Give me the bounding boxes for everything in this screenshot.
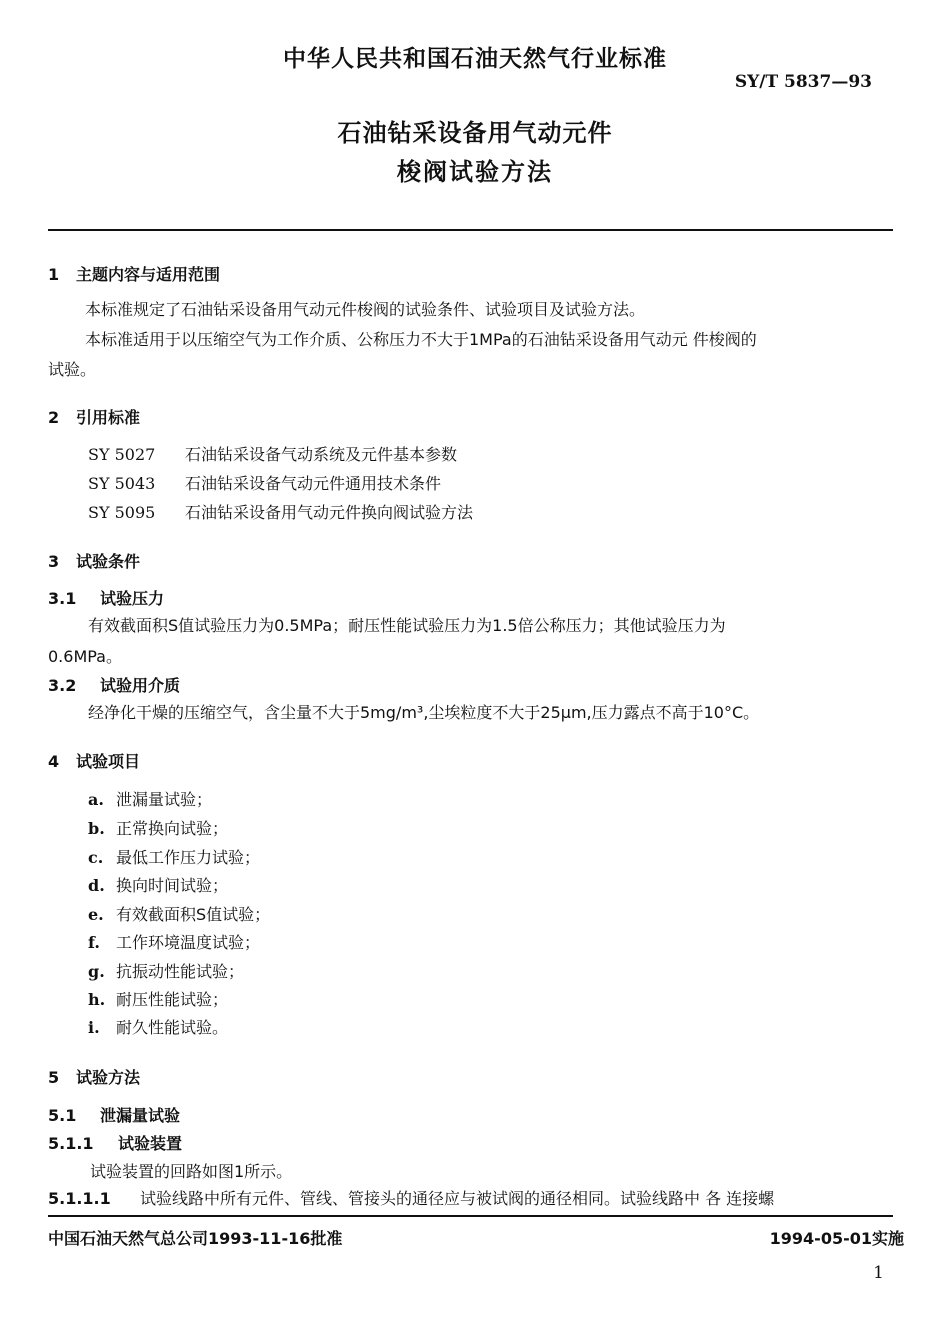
section-1-paragraph-1: 本标准规定了石油钻采设备用气动元件梭阀的试验条件、试验项目及试验方法。 [85, 300, 646, 319]
section-3-1-number: 3.1 [48, 589, 77, 608]
section-2-number: 2 [48, 408, 60, 427]
section-5-1-1-number: 5.1.1 [48, 1134, 94, 1153]
test-item-text: 耐久性能试验。 [116, 1018, 229, 1037]
test-item-text: 有效截面积S值试验； [116, 905, 271, 924]
approval-note: 中国石油天然气总公司1993-11-16批准 [48, 1229, 343, 1248]
section-3-1-heading [48, 586, 164, 609]
section-5-1-heading [48, 1103, 180, 1126]
test-item [88, 902, 270, 925]
section-3-2-title: 试验用介质 [100, 676, 181, 695]
section-3-2-number: 3.2 [48, 676, 77, 695]
test-item-letter: c. [88, 848, 104, 867]
org-title: 中华人民共和国石油天然气行业标准 [283, 46, 667, 72]
section-5-1-title: 泄漏量试验 [100, 1106, 181, 1125]
test-item [88, 845, 260, 868]
section-3-1-text-line-1: 有效截面积S值试验压力为0.5MPa；耐压性能试验压力为1.5倍公称压力；其他试验压力为 [88, 616, 726, 635]
test-item [88, 930, 260, 953]
document-title-line2: 梭阀试验方法 [397, 158, 553, 186]
section-3-1-title: 试验压力 [100, 589, 165, 608]
section-5-1-number: 5.1 [48, 1106, 77, 1125]
test-item-letter: g. [88, 962, 105, 981]
section-4-heading [48, 749, 140, 772]
section-5-heading [48, 1065, 140, 1088]
section-1-paragraph-2-line-1: 本标准适用于以压缩空气为工作介质、公称压力不大于1MPa的石油钻采设备用气动元 件梭阀的 [85, 330, 757, 349]
reference-item [88, 442, 457, 465]
section-1-title: 主题内容与适用范围 [76, 265, 221, 284]
section-3-title: 试验条件 [76, 552, 141, 571]
test-item [88, 1015, 228, 1038]
top-divider [48, 229, 893, 231]
section-5-1-1-text: 试验装置的回路如图1所示。 [90, 1162, 293, 1181]
section-3-2-text: 经净化干燥的压缩空气，含尘量不大于5mg/m³,尘埃粒度不大于25μm,压力露点不高于10°C。 [88, 703, 760, 722]
section-5-title: 试验方法 [76, 1068, 141, 1087]
reference-code: SY 5027 [88, 445, 156, 464]
section-3-1-text-line-2: 0.6MPa。 [48, 647, 122, 666]
test-item [88, 987, 228, 1010]
test-item [88, 816, 228, 839]
test-item [88, 873, 228, 896]
section-3-number: 3 [48, 552, 60, 571]
test-item-text: 抗振动性能试验； [116, 962, 245, 981]
test-item-letter: h. [88, 990, 106, 1009]
bottom-divider [48, 1215, 893, 1217]
test-item [88, 959, 244, 982]
test-item-letter: i. [88, 1018, 100, 1037]
reference-item [88, 471, 441, 494]
reference-title: 石油钻采设备气动系统及元件基本参数 [185, 445, 458, 464]
reference-title: 石油钻采设备气动元件通用技术条件 [185, 474, 442, 493]
section-5-1-1-1-number: 5.1.1.1 [48, 1189, 111, 1208]
test-item [88, 787, 212, 810]
section-1-paragraph-2-line-2: 试验。 [48, 360, 97, 379]
section-4-number: 4 [48, 752, 60, 771]
implementation-date: 1994-05-01实施 [769, 1229, 904, 1248]
page-number: 1 [873, 1263, 884, 1283]
section-3-2-heading [48, 673, 180, 696]
section-5-1-1-heading [48, 1131, 182, 1154]
section-5-1-1-title: 试验装置 [118, 1134, 183, 1153]
test-item-letter: b. [88, 819, 105, 838]
test-item-text: 换向时间试验； [116, 876, 229, 895]
section-3-heading [48, 549, 140, 572]
section-2-title: 引用标准 [76, 408, 141, 427]
test-item-text: 正常换向试验； [116, 819, 229, 838]
test-item-letter: d. [88, 876, 105, 895]
section-1-number: 1 [48, 265, 60, 284]
test-item-letter: a. [88, 790, 104, 809]
standard-number: SY/T 5837—93 [734, 72, 872, 92]
reference-code: SY 5095 [88, 503, 156, 522]
test-item-letter: e. [88, 905, 104, 924]
document-title-line1: 石油钻采设备用气动元件 [337, 119, 613, 147]
test-item-text: 工作环境温度试验； [116, 933, 261, 952]
test-item-text: 最低工作压力试验； [116, 848, 261, 867]
reference-item [88, 500, 473, 523]
section-5-1-1-1-text: 试验线路中所有元件、管线、管接头的通径应与被试阀的通径相同。试验线路中 各 连接螺 [140, 1189, 775, 1208]
reference-title: 石油钻采设备用气动元件换向阀试验方法 [185, 503, 474, 522]
reference-code: SY 5043 [88, 474, 156, 493]
section-5-1-1-1-paragraph [48, 1186, 774, 1209]
test-item-text: 耐压性能试验； [116, 990, 229, 1009]
test-item-text: 泄漏量试验； [116, 790, 213, 809]
section-5-number: 5 [48, 1068, 60, 1087]
section-2-heading [48, 405, 140, 428]
test-item-letter: f. [88, 933, 100, 952]
section-4-title: 试验项目 [76, 752, 141, 771]
section-1-heading [48, 262, 220, 285]
